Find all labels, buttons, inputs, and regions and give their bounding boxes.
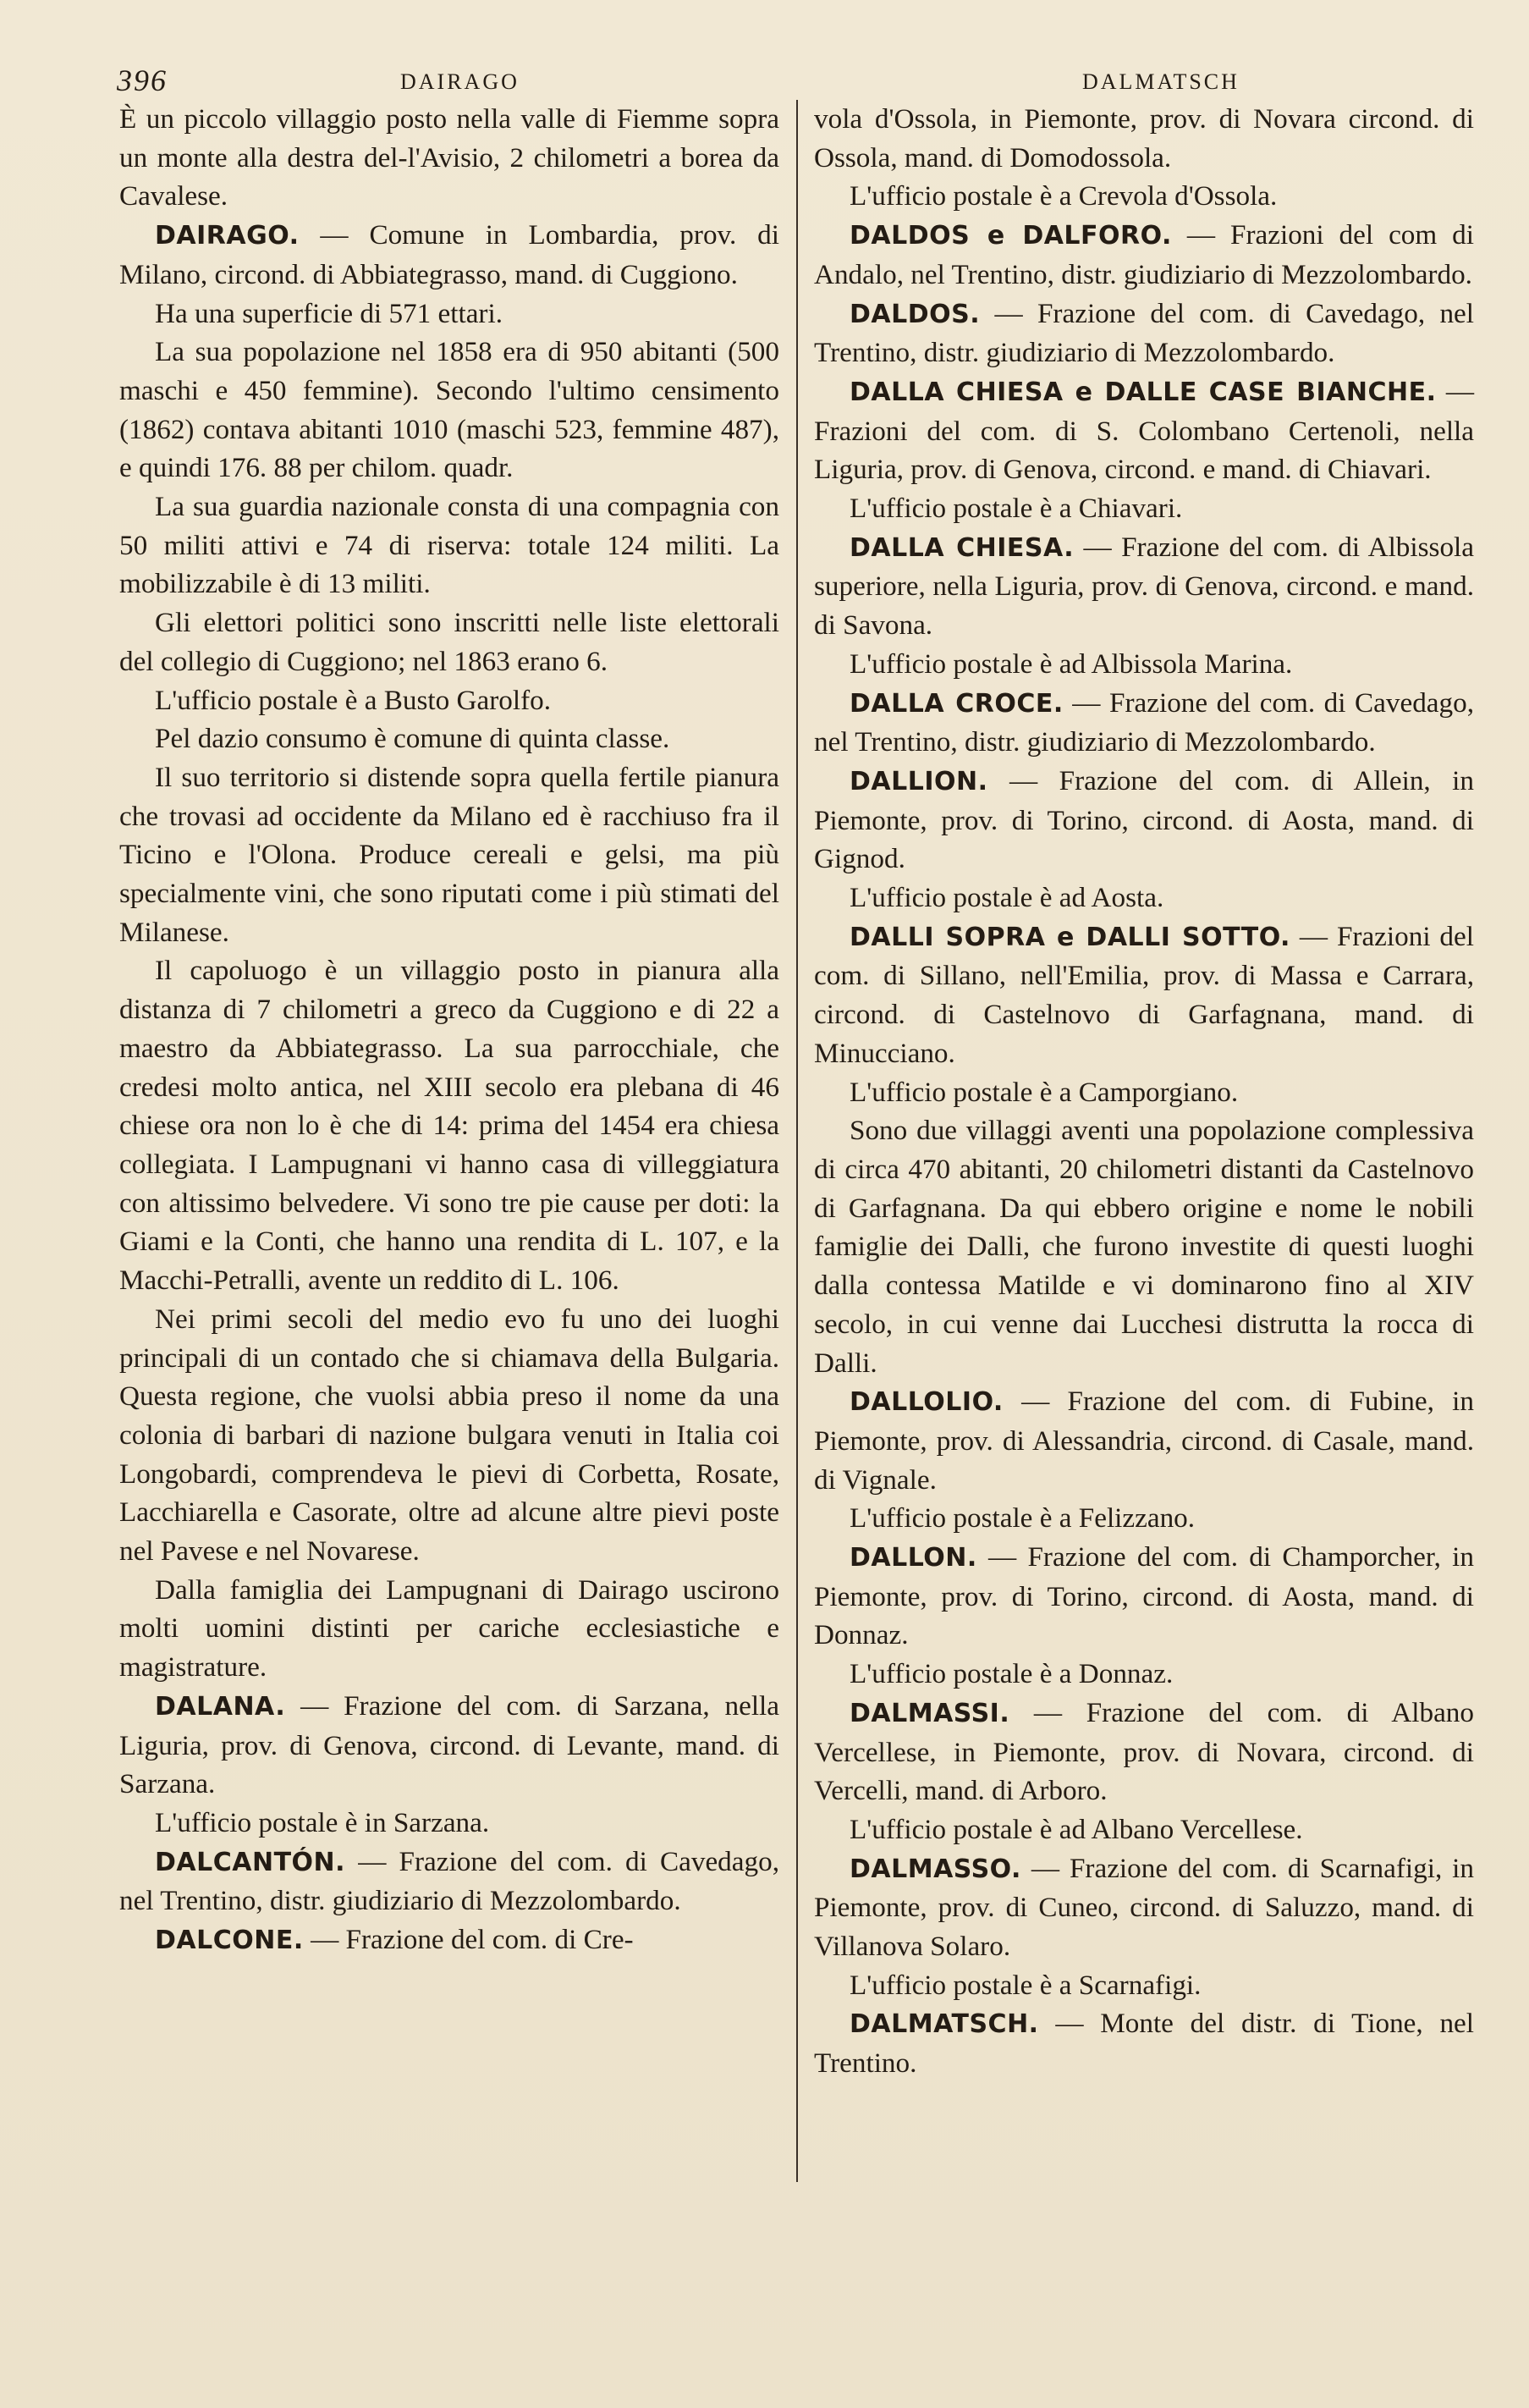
body-paragraph bbox=[814, 1073, 1474, 1112]
body-paragraph bbox=[119, 295, 779, 333]
entry-headword: DAIRAGO. bbox=[155, 221, 300, 251]
entry-text: L'ufficio postale è a Felizzano. bbox=[850, 1502, 1196, 1535]
entry-text: — Frazioni del com di Andalo, nel Trentino, distr. giudiziario di Mezzolombardo. bbox=[814, 219, 1474, 290]
entry-text: È un piccolo villaggio posto nella valle di Fiemme sopra un monte alla destra del-l'Avisio, 2 chilometri a borea da Cavalese. bbox=[119, 103, 779, 212]
body-paragraph bbox=[119, 100, 779, 216]
entry-paragraph bbox=[119, 216, 779, 294]
body-paragraph bbox=[814, 1499, 1474, 1538]
entry-paragraph bbox=[119, 1843, 779, 1920]
entry-text: — Frazione del com. di Allein, in Piemonte, prov. di Torino, circond. di Aosta, mand. di Gignod. bbox=[814, 764, 1474, 875]
entry-headword: DALLA CROCE. bbox=[850, 688, 1064, 719]
entry-headword: DALLI SOPRA e DALLI SOTTO. bbox=[850, 922, 1290, 952]
entry-paragraph bbox=[814, 684, 1474, 762]
entry-paragraph bbox=[814, 917, 1474, 1073]
entry-text: — Frazione del com. di Scarnafigi, in Piemonte, prov. di Cuneo, circond. di Saluzzo, mand. di Villanova Solaro. bbox=[814, 1852, 1474, 1963]
entry-text: Dalla famiglia dei Lampugnani di Dairago uscirono molti uomini distinti per cariche ecclesiastiche e magistrature. bbox=[119, 1573, 779, 1683]
entry-headword: DALCONE. bbox=[155, 1926, 304, 1956]
entry-text: Il suo territorio si distende sopra quella fertile pianura che trovasi ad occidente da Milano ed è racchiuso fra il Ticino e l'Olona. Produce cereali e gelsi, ma più specialmente vini, che sono riputati come i più stimati del Milanese. bbox=[119, 761, 779, 948]
body-paragraph bbox=[814, 1655, 1474, 1694]
entry-paragraph bbox=[814, 1538, 1474, 1655]
entry-text: — Frazione del com. di Sarzana, nella Liguria, prov. di Genova, circond. di Levante, mand. di Sarzana. bbox=[119, 1689, 779, 1800]
body-paragraph bbox=[119, 951, 779, 1299]
entry-headword: DALLA CHIESA. bbox=[850, 532, 1075, 563]
body-paragraph bbox=[814, 1111, 1474, 1382]
entry-headword: DALCANTÓN. bbox=[155, 1847, 346, 1877]
entry-paragraph bbox=[814, 2004, 1474, 2082]
body-paragraph bbox=[814, 489, 1474, 528]
entry-paragraph bbox=[814, 1694, 1474, 1810]
entry-text: — Frazione del com. di Fubine, in Piemonte, prov. di Alessandria, circond. di Casale, mand. di Vignale. bbox=[814, 1386, 1474, 1496]
entry-paragraph bbox=[119, 1687, 779, 1804]
entry-headword: DALMATSCH. bbox=[850, 2009, 1039, 2040]
body-paragraph bbox=[814, 100, 1474, 177]
entry-text: Ha una superficie di 571 ettari. bbox=[155, 297, 503, 329]
left-column bbox=[119, 100, 779, 1960]
entry-text: La sua guardia nazionale consta di una compagnia con 50 militi attivi e 74 di riserva: totale 124 militi. La mobilizzabile è di 13 militi. bbox=[119, 491, 779, 600]
body-paragraph bbox=[814, 645, 1474, 684]
body-paragraph bbox=[119, 488, 779, 603]
entry-text: — Comune in Lombardia, prov. di Milano, circond. di Abbiategrasso, mand. di Cuggiono. bbox=[119, 219, 779, 290]
entry-headword: DALMASSO. bbox=[850, 1854, 1021, 1884]
header-right-word: DALMATSCH bbox=[1082, 69, 1240, 94]
entry-headword: DALLOLIO. bbox=[850, 1387, 1004, 1418]
entry-text: L'ufficio postale è ad Albano Vercellese. bbox=[850, 1813, 1303, 1845]
body-paragraph bbox=[119, 1300, 779, 1571]
entry-text: — Frazione del com. di Cavedago, nel Trentino, distr. giudiziario di Mezzolombardo. bbox=[814, 686, 1475, 758]
entry-headword: DALMASSI. bbox=[850, 1698, 1010, 1728]
entry-text: Il capoluogo è un villaggio posto in pianura alla distanza di 7 chilometri a greco da Cuggiono e di 22 a maestro da Abbiategrasso. La sua parrocchiale, che credesi molto antica, nel XIII secolo era plebana di 46 chiese ora non lo è che di 14: prima del 1454 era chiesa collegiata. I Lampugnani vi hanno casa di villeggiatura con altissimo belvedere. Vi sono tre pie cause per doti: la Giami e la Conti, che hanno una rendita di L. 107, e la Macchi-Petralli, avente un reddito di L. 106. bbox=[119, 955, 779, 1297]
running-header bbox=[117, 63, 1456, 100]
entry-paragraph bbox=[814, 216, 1474, 294]
entry-text: — Frazione del com. di Champorcher, in Piemonte, prov. di Torino, circond. di Aosta, mand. di Donnaz. bbox=[814, 1541, 1474, 1651]
entry-paragraph bbox=[814, 372, 1474, 489]
body-paragraph bbox=[119, 603, 779, 681]
body-paragraph bbox=[814, 1966, 1474, 2005]
entry-text: Sono due villaggi aventi una popolazione complessiva di circa 470 abitanti, 20 chilometri distanti da Castelnovo di Garfagnana. Da qui ebbero origine e nome le nobili famiglie dei Dalli, che furono investite di questi luoghi dalla contessa Matilde e vi dominarono fino al XIV secolo, in cui venne dai Lucchesi distrutta la rocca di Dalli. bbox=[814, 1115, 1474, 1379]
entry-text: Nei primi secoli del medio evo fu uno dei luoghi principali di un contado che si chiamava della Bulgaria. Questa regione, che vuolsi abbia preso il nome da una colonia di barbari di nazione bulgara venuti in Italia coi Longobardi, comprendeva le pievi di Corbetta, Rosate, Lacchiarella e Casorate, oltre ad alcune altre pievi poste nel Pavese e nel Novarese. bbox=[119, 1303, 779, 1568]
entry-text: L'ufficio postale è a Chiavari. bbox=[850, 493, 1183, 525]
entry-text: — Frazione del com. di Cavedago, nel Trentino, distr. giudiziario di Mezzolombardo. bbox=[814, 297, 1474, 369]
entry-text: — Frazione del com. di Albano Vercellese, in Piemonte, prov. di Novara, circond. di Vercelli, mand. di Arboro. bbox=[814, 1696, 1474, 1807]
entry-paragraph bbox=[814, 762, 1474, 879]
body-paragraph bbox=[814, 1810, 1474, 1849]
entry-paragraph bbox=[814, 295, 1474, 372]
entry-text: — Frazione del com. di Cavedago, nel Trentino, distr. giudiziario di Mezzolombardo. bbox=[119, 1845, 779, 1917]
entry-paragraph bbox=[119, 1920, 779, 1960]
body-paragraph bbox=[119, 1571, 779, 1687]
entry-text: L'ufficio postale è a Scarnafigi. bbox=[850, 1969, 1202, 2001]
entry-text: L'ufficio postale è in Sarzana. bbox=[155, 1806, 490, 1838]
entry-headword: DALLION. bbox=[850, 766, 988, 796]
entry-text: vola d'Ossola, in Piemonte, prov. di Novara circond. di Ossola, mand. di Domodossola. bbox=[814, 103, 1474, 174]
body-paragraph bbox=[814, 879, 1474, 917]
entry-headword: DALLON. bbox=[850, 1543, 977, 1573]
body-paragraph bbox=[119, 758, 779, 952]
entry-headword: DALLA CHIESA e DALLE CASE BIANCHE. bbox=[850, 377, 1437, 407]
entry-headword: DALANA. bbox=[155, 1691, 286, 1722]
entry-text: — Frazioni del com. di Sillano, nell'Emilia, prov. di Massa e Carrara, circond. di Castelnovo di Garfagnana, mand. di Minucciano. bbox=[814, 920, 1474, 1069]
entry-text: — Frazione del com. di Albissola superiore, nella Liguria, prov. di Genova, circond. e mand. di Savona. bbox=[814, 531, 1475, 642]
page-number: 396 bbox=[117, 63, 168, 97]
entry-paragraph bbox=[814, 1382, 1474, 1499]
entry-headword: DALDOS. bbox=[850, 299, 981, 329]
entry-text: — Frazioni del com. di S. Colombano Certenoli, nella Liguria, prov. di Genova, circond. e mand. di Chiavari. bbox=[814, 375, 1475, 486]
entry-text: — Frazione del com. di Cre- bbox=[303, 1924, 634, 1956]
header-left-word: DAIRAGO bbox=[400, 69, 520, 94]
entry-paragraph bbox=[814, 528, 1474, 645]
entry-paragraph bbox=[814, 1849, 1474, 1966]
body-paragraph bbox=[119, 333, 779, 488]
body-paragraph bbox=[119, 719, 779, 758]
column-divider bbox=[796, 100, 798, 2182]
entry-text: La sua popolazione nel 1858 era di 950 abitanti (500 maschi e 450 femmine). Secondo l'ultimo censimento (1862) contava abitanti 1010 (maschi 523, femmine 487), e quindi 176. 88 per chilom. quadr. bbox=[119, 336, 779, 484]
entry-text: L'ufficio postale è ad Albissola Marina. bbox=[850, 647, 1293, 680]
entry-text: L'ufficio postale è ad Aosta. bbox=[850, 882, 1164, 914]
entry-text: L'ufficio postale è a Donnaz. bbox=[850, 1658, 1174, 1690]
entry-text: L'ufficio postale è a Crevola d'Ossola. bbox=[850, 180, 1278, 212]
entry-text: Gli elettori politici sono inscritti nelle liste elettorali del collegio di Cuggiono; nel 1863 erano 6. bbox=[119, 607, 779, 677]
entry-text: — Monte del distr. di Tione, nel Trentino. bbox=[814, 2008, 1474, 2080]
entry-text: Pel dazio consumo è comune di quinta classe. bbox=[155, 723, 670, 755]
entry-text: L'ufficio postale è a Busto Garolfo. bbox=[155, 684, 552, 716]
body-paragraph bbox=[814, 177, 1474, 216]
entry-headword: DALDOS e DALFORO. bbox=[850, 221, 1172, 251]
right-column bbox=[814, 100, 1474, 2083]
entry-text: L'ufficio postale è a Camporgiano. bbox=[850, 1076, 1239, 1108]
body-paragraph bbox=[119, 1804, 779, 1843]
body-paragraph bbox=[119, 681, 779, 720]
